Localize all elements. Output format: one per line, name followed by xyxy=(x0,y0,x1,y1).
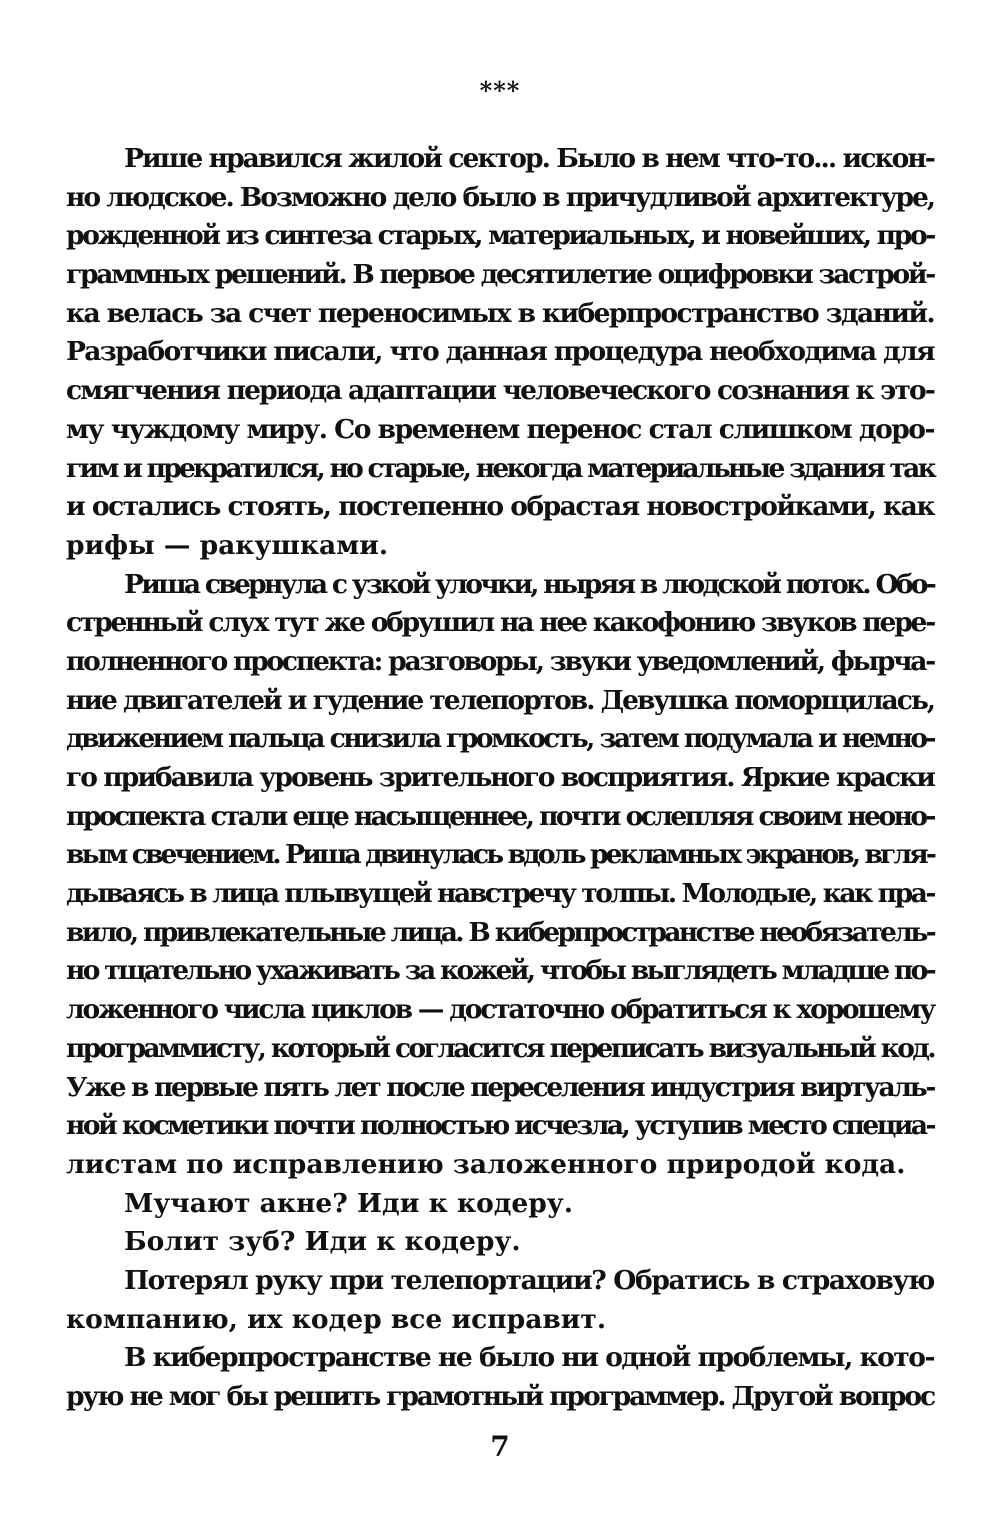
text-line: но тщательно ухаживать за кожей, чтобы выглядеть младше по- xyxy=(66,955,934,987)
text-line: проспекта стали еще насыщеннее, почти ослепляя своим неоно- xyxy=(66,800,935,832)
text-line: вым свечением. Риша двинулась вдоль рекламных экранов, вгля- xyxy=(66,839,934,871)
page-number: 7 xyxy=(490,1430,510,1463)
text-line: полненного проспекта: разговоры, звуки уведомлений, фырча- xyxy=(66,645,934,677)
text-line: ка велась за счет переносимых в киберпространство зданий. xyxy=(66,297,934,329)
text-line: рожденной из синтеза старых, материальных, и новейших, про- xyxy=(66,220,934,252)
text-line: программисту, который согласится переписать визуальный код. xyxy=(66,1032,934,1064)
text-line: Мучают акне? Иди к кодеру. xyxy=(124,1187,573,1219)
text-line: Потерял руку при телепортации? Обратись в страховую xyxy=(124,1264,934,1296)
text-line: Рише нравился жилой сектор. Было в нем что-то... искон- xyxy=(124,143,935,174)
text-line: дываясь в лица плывущей навстречу толпы. Молодые, как пра- xyxy=(66,878,934,910)
text-line: стренный слух тут же обрушил на нее какофонию звуков пере- xyxy=(66,607,934,639)
text-line: компанию, их кодер все исправит. xyxy=(66,1303,607,1335)
text-line: Разработчики писали, что данная процедура необходима для xyxy=(66,336,935,368)
text-line: В киберпространстве не было ни одной проблемы, кото- xyxy=(124,1342,934,1374)
text-line: рую не мог бы решить грамотный программер. Другой вопрос xyxy=(66,1381,934,1412)
text-line: ние двигателей и гудение телепортов. Девушка поморщилась, xyxy=(66,684,935,716)
text-line: но людское. Возможно дело было в причудливой архитектуре, xyxy=(66,181,935,213)
text-line: Риша свернула с узкой улочки, ныряя в людской поток. Обо- xyxy=(124,568,935,600)
text-line: го прибавила уровень зрительного восприятия. Яркие краски xyxy=(66,762,935,793)
body-text xyxy=(66,140,934,1417)
text-line: му чуждому миру. Со временем перенос стал слишком доро- xyxy=(66,413,934,445)
text-line: и остались стоять, постепенно обрастая новостройками, как xyxy=(66,491,935,523)
text-line: гим и прекратился, но старые, некогда материальные здания так xyxy=(66,452,934,484)
text-line: ложенного числа циклов — достаточно обратиться к хорошему xyxy=(66,994,934,1026)
text-line: граммных решений. В первое десятилетие оцифровки застрой- xyxy=(66,259,935,291)
text-line: листам по исправлению заложенного природой кода. xyxy=(66,1148,906,1180)
text-line: движением пальца снизила громкость, затем подумала и немно- xyxy=(66,723,934,755)
text-line: ной косметики почти полностью исчезла, уступив место специа- xyxy=(66,1110,934,1142)
text-line: смягчения периода адаптации человеческого сознания к это- xyxy=(66,375,934,407)
text-line: вило, привлекательные лица. В киберпространстве необязатель- xyxy=(66,916,934,948)
text-line: Уже в первые пять лет после переселения индустрия виртуаль- xyxy=(66,1071,934,1103)
text-line: рифы — ракушками. xyxy=(66,529,389,561)
section-break-mark: *** xyxy=(479,76,521,105)
text-line: Болит зуб? Иди к кодеру. xyxy=(124,1226,521,1258)
